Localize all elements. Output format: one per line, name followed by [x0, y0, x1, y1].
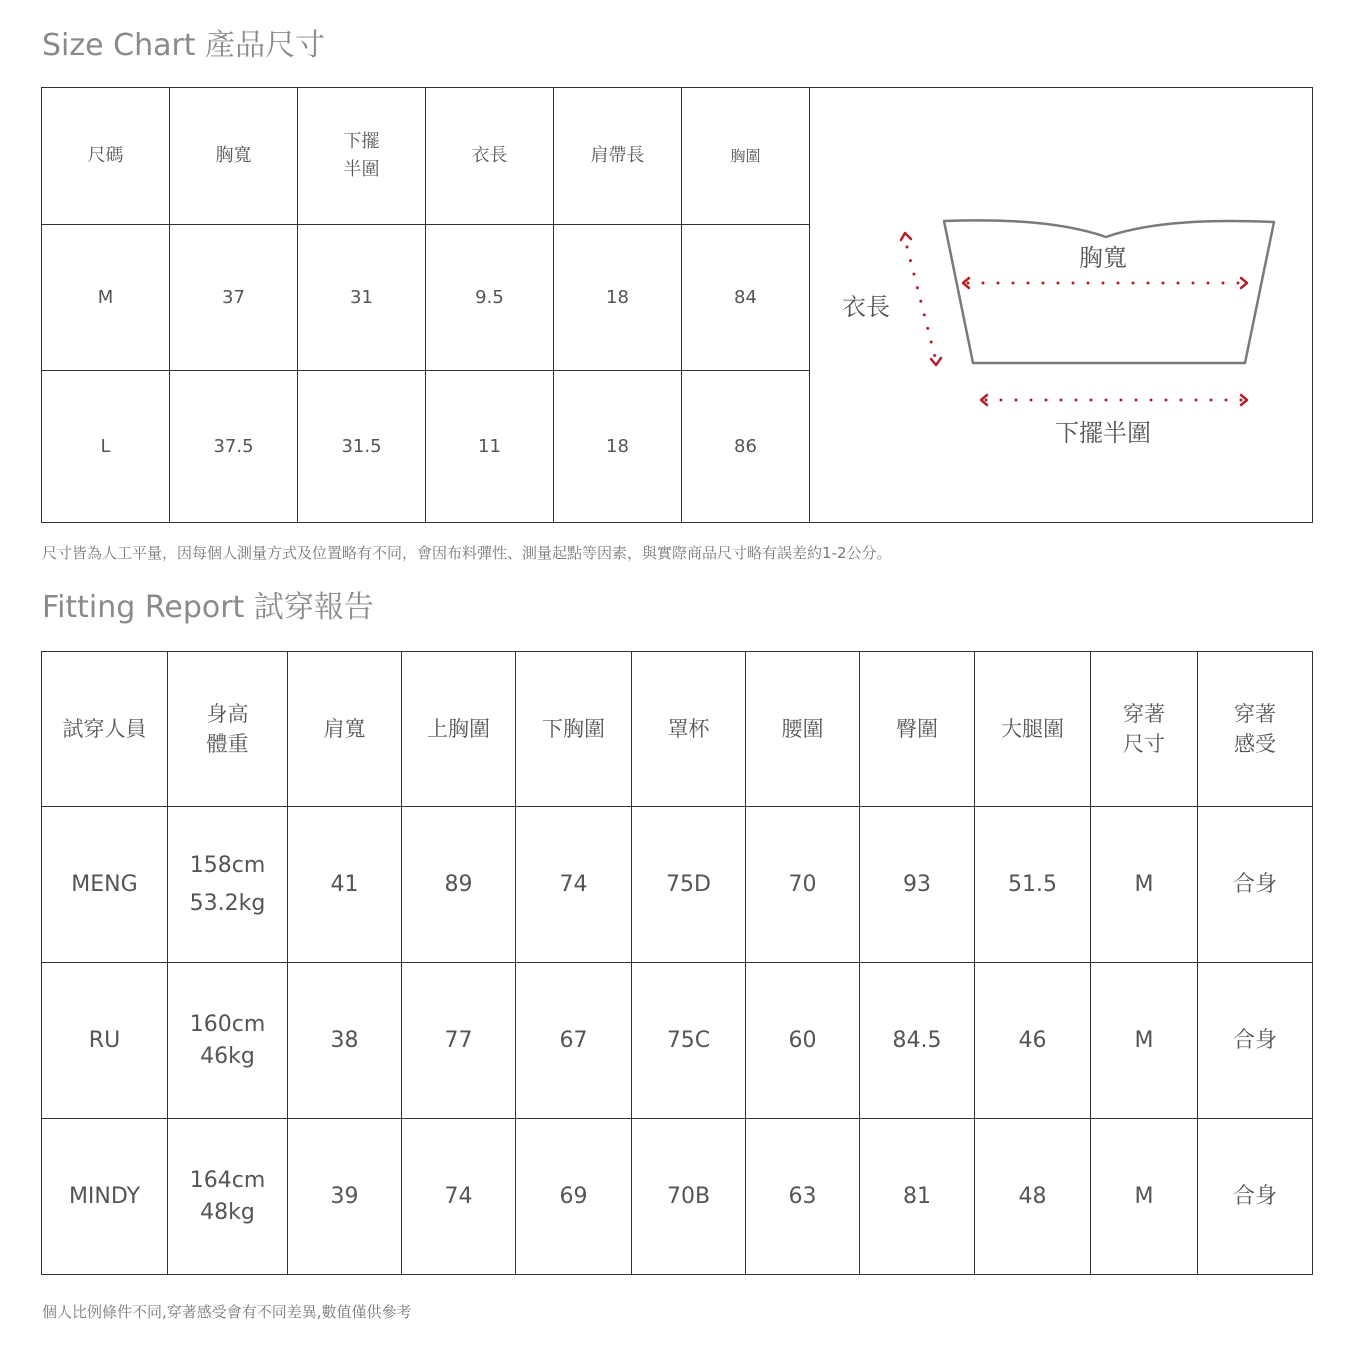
chest-arrow-right — [1241, 278, 1247, 288]
waist-cell: 70 — [746, 807, 860, 963]
hip-cell: 81 — [860, 1119, 975, 1275]
size-cell: 31.5 — [298, 371, 426, 523]
tester-name: MINDY — [42, 1119, 168, 1275]
shoulder-cell: 41 — [288, 807, 402, 963]
fitting-row-meng — [42, 807, 1313, 963]
size-cell: 31 — [298, 225, 426, 371]
size-header-cell: 尺碼 — [42, 88, 170, 225]
cup-cell: 75C — [632, 963, 746, 1119]
size-cell: 18 — [554, 225, 682, 371]
worn-size-cell: M — [1091, 963, 1198, 1119]
upper-bust-cell: 77 — [402, 963, 516, 1119]
waist-cell: 63 — [746, 1119, 860, 1275]
size-cell: L — [42, 371, 170, 523]
fitting-report-table — [41, 651, 1313, 1275]
garment-diagram — [810, 89, 1312, 522]
size-cell: M — [42, 225, 170, 371]
thigh-cell: 46 — [975, 963, 1091, 1119]
size-header-cell: 下擺 半圍 — [298, 88, 426, 225]
size-cell: 11 — [426, 371, 554, 523]
size-header-cell: 胸寬 — [170, 88, 298, 225]
size-cell: 84 — [682, 225, 810, 371]
under-bust-cell: 69 — [516, 1119, 632, 1275]
shoulder-cell: 38 — [288, 963, 402, 1119]
tester-name: RU — [42, 963, 168, 1119]
fitting-row-mindy — [42, 1119, 1313, 1275]
size-cell: 37 — [170, 225, 298, 371]
worn-size-cell: M — [1091, 807, 1198, 963]
hip-cell: 84.5 — [860, 963, 975, 1119]
size-cell: 18 — [554, 371, 682, 523]
length-arrow-bottom — [931, 358, 941, 365]
fitting-header-cell: 身高 體重 — [168, 652, 288, 807]
hem-label: 下擺半圍 — [1055, 418, 1151, 447]
size-cell: 86 — [682, 371, 810, 523]
fitting-header-cell: 腰圍 — [746, 652, 860, 807]
waist-cell: 60 — [746, 963, 860, 1119]
garment-diagram-cell — [810, 88, 1313, 523]
under-bust-cell: 67 — [516, 963, 632, 1119]
thigh-cell: 48 — [975, 1119, 1091, 1275]
upper-bust-cell: 74 — [402, 1119, 516, 1275]
length-arrow-top — [901, 233, 911, 240]
fitting-header-cell: 臀圍 — [860, 652, 975, 807]
fitting-header-cell: 上胸圍 — [402, 652, 516, 807]
cup-cell: 75D — [632, 807, 746, 963]
size-cell: 37.5 — [170, 371, 298, 523]
hip-cell: 93 — [860, 807, 975, 963]
height-weight-cell: 160cm 46kg — [168, 963, 288, 1119]
fitting-header-cell: 罩杯 — [632, 652, 746, 807]
fitting-header-cell: 穿著 感受 — [1198, 652, 1313, 807]
length-label: 衣長 — [842, 292, 890, 321]
under-bust-cell: 74 — [516, 807, 632, 963]
fit-feel-cell: 合身 — [1198, 807, 1313, 963]
shoulder-cell: 39 — [288, 1119, 402, 1275]
fitting-header-cell: 肩寬 — [288, 652, 402, 807]
fitting-row-ru — [42, 963, 1313, 1119]
size-header-cell: 肩帶長 — [554, 88, 682, 225]
chest-label: 胸寬 — [1079, 243, 1127, 272]
fit-feel-cell: 合身 — [1198, 963, 1313, 1119]
size-chart-title: Size Chart 產品尺寸 — [42, 28, 326, 63]
size-header-cell: 衣長 — [426, 88, 554, 225]
height-weight-cell: 164cm 48kg — [168, 1119, 288, 1275]
size-chart-header-row — [42, 88, 1313, 225]
size-cell: 9.5 — [426, 225, 554, 371]
fitting-header-cell: 下胸圍 — [516, 652, 632, 807]
fitting-header-cell: 試穿人員 — [42, 652, 168, 807]
garment-outline — [944, 220, 1274, 363]
fitting-header-cell: 穿著 尺寸 — [1091, 652, 1198, 807]
tester-name: MENG — [42, 807, 168, 963]
thigh-cell: 51.5 — [975, 807, 1091, 963]
fitting-header-row — [42, 652, 1313, 807]
height-weight-cell: 158cm 53.2kg — [168, 807, 288, 963]
fitting-header-cell: 大腿圍 — [975, 652, 1091, 807]
size-chart-table — [41, 87, 1313, 523]
size-header-cell: 胸圍 — [682, 88, 810, 225]
fitting-report-note: 個人比例條件不同,穿著感受會有不同差異,數值僅供參考 — [42, 1303, 412, 1321]
fitting-report-title: Fitting Report 試穿報告 — [42, 590, 374, 625]
size-chart-note: 尺寸皆為人工平量，因每個人測量方式及位置略有不同，會因布料彈性、測量起點等因素，與實際商品尺寸略有誤差約1-2公分。 — [42, 544, 892, 562]
cup-cell: 70B — [632, 1119, 746, 1275]
worn-size-cell: M — [1091, 1119, 1198, 1275]
length-dotted-line — [907, 247, 935, 357]
upper-bust-cell: 89 — [402, 807, 516, 963]
fit-feel-cell: 合身 — [1198, 1119, 1313, 1275]
